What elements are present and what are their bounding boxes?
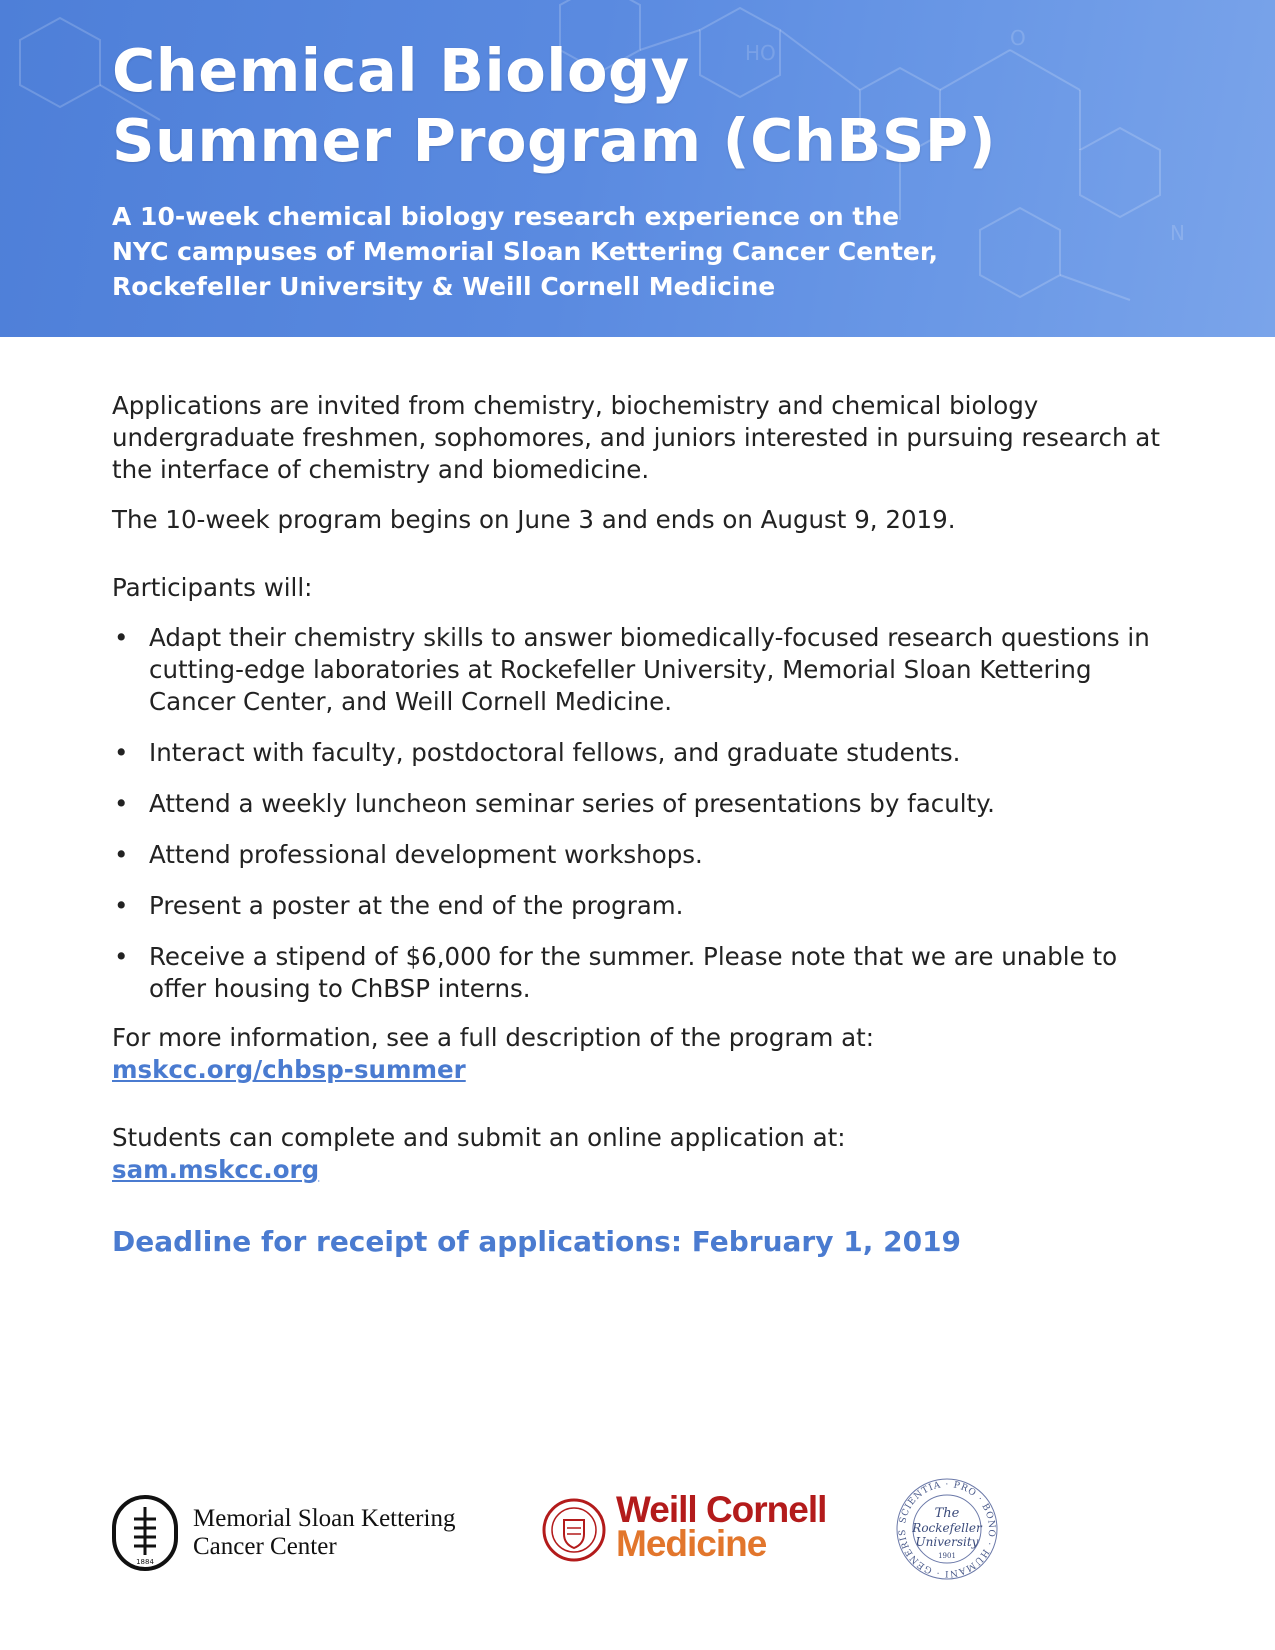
- rockefeller-year: 1901: [938, 1552, 956, 1560]
- subtitle-line-2: NYC campuses of Memorial Sloan Kettering Cancer Center,: [112, 237, 939, 266]
- mskcc-name-line-1: Memorial Sloan Kettering: [193, 1505, 456, 1532]
- svg-text:N: N: [1170, 221, 1185, 245]
- subtitle-line-1: A 10-week chemical biology research experience on the: [112, 202, 900, 231]
- list-item-text: Adapt their chemistry skills to answer biomedically-focused research questions in cutting-edge laboratories at Rockefeller University, Memorial Sloan Kettering Cancer Center, and Weill Cornell Medicine.: [149, 623, 1150, 716]
- list-item-text: Attend a weekly luncheon seminar series of presentations by faculty.: [149, 789, 995, 818]
- weill-cornell-seal-icon: [542, 1498, 606, 1562]
- title-line-2: Summer Program (ChBSP): [112, 106, 997, 175]
- apply-text: Students can complete and submit an online application at:: [112, 1123, 846, 1152]
- rockefeller-motto: SCIENTIA · PRO · BONO · HUMANI · GENERIS: [897, 1479, 997, 1579]
- bullet-icon: •: [114, 942, 129, 971]
- apply-paragraph: [112, 1122, 1172, 1186]
- list-item: [112, 622, 1172, 718]
- mskcc-year: 1884: [136, 1558, 154, 1566]
- list-item-text: Attend professional development workshops.: [149, 840, 703, 869]
- wcm-name-line-2: Medicine: [616, 1523, 767, 1564]
- application-link[interactable]: sam.mskcc.org: [112, 1155, 320, 1184]
- bullet-icon: •: [114, 623, 129, 652]
- benefits-list: [112, 622, 1172, 1005]
- more-info-text: For more information, see a full description of the program at:: [112, 1023, 875, 1052]
- list-item-text: Receive a stipend of $6,000 for the summer. Please note that we are unable to offer housing to ChBSP interns.: [149, 942, 1118, 1003]
- list-item: [112, 788, 1172, 820]
- list-item: [112, 737, 1172, 769]
- rockefeller-line-1: The: [934, 1506, 960, 1521]
- wcm-name-line-1: Weill Cornell: [616, 1489, 827, 1530]
- title-line-1: Chemical Biology: [112, 36, 690, 105]
- list-item: [112, 890, 1172, 922]
- more-info-paragraph: [112, 1022, 1172, 1086]
- subtitle-line-3: Rockefeller University & Weill Cornell Medicine: [112, 272, 776, 301]
- svg-text:O: O: [1010, 26, 1026, 50]
- bullet-icon: •: [114, 891, 129, 920]
- participants-heading: Participants will:: [112, 573, 313, 602]
- rockefeller-line-3: University: [915, 1535, 979, 1549]
- dates-paragraph: The 10-week program begins on June 3 and ends on August 9, 2019.: [112, 505, 956, 534]
- bullet-icon: •: [114, 738, 129, 767]
- main-content: [112, 390, 1172, 1260]
- partner-logos: [0, 1475, 1275, 1605]
- list-item-text: Present a poster at the end of the program.: [149, 891, 684, 920]
- deadline-notice: Deadline for receipt of applications: February 1, 2019: [112, 1225, 962, 1258]
- list-item: [112, 839, 1172, 871]
- mskcc-name-line-2: Cancer Center: [193, 1533, 337, 1560]
- page-subtitle: [112, 199, 1112, 304]
- bullet-icon: •: [114, 789, 129, 818]
- intro-paragraph: Applications are invited from chemistry, biochemistry and chemical biology undergraduate freshmen, sophomores, and juniors interested in pursuing research at the interface of chemistry and biomedicine.: [112, 391, 1160, 484]
- header-banner: [0, 0, 1275, 337]
- weill-cornell-name: [616, 1489, 827, 1564]
- mskcc-logo-icon: [112, 1495, 178, 1571]
- program-info-link[interactable]: mskcc.org/chbsp-summer: [112, 1055, 466, 1084]
- list-item-text: Interact with faculty, postdoctoral fellows, and graduate students.: [149, 738, 961, 767]
- rockefeller-line-2: Rockefeller: [912, 1521, 982, 1535]
- list-item: [112, 941, 1172, 1005]
- svg-text:HO: HO: [745, 41, 776, 65]
- rockefeller-seal-icon: [893, 1475, 1001, 1583]
- mskcc-name: [193, 1505, 455, 1561]
- bullet-icon: •: [114, 840, 129, 869]
- page-title: [112, 36, 996, 176]
